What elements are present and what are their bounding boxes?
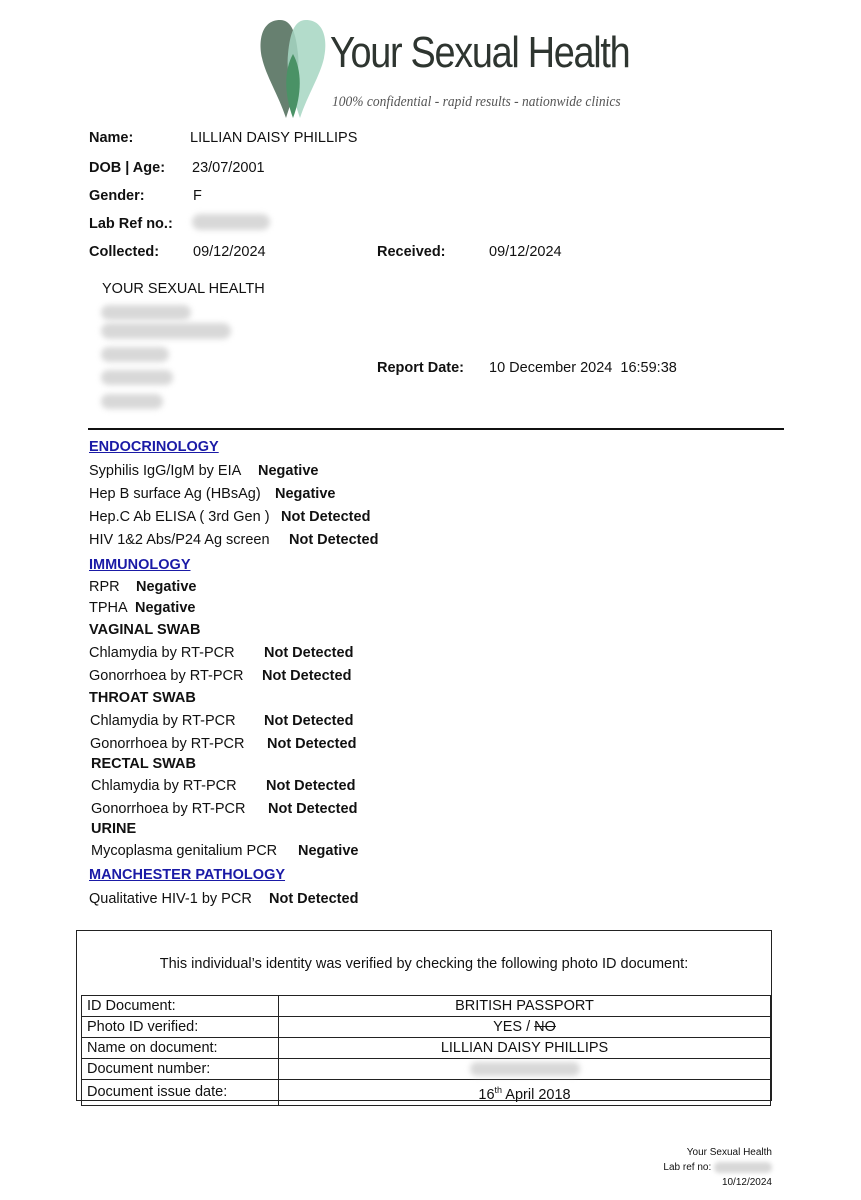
logo bbox=[256, 14, 630, 124]
test-name: Mycoplasma genitalium PCR bbox=[91, 843, 278, 859]
section-throat-swab: THROAT SWAB bbox=[89, 690, 196, 706]
redacted-address-3 bbox=[101, 347, 169, 362]
test-result: Not Detected bbox=[269, 891, 359, 907]
table-row bbox=[82, 1038, 771, 1059]
yes-text: YES / bbox=[493, 1019, 535, 1035]
redacted-address-1 bbox=[101, 305, 191, 320]
issue-date-value bbox=[279, 1080, 771, 1106]
id-verification-title: This individual’s identity was verified by checking the following photo ID document: bbox=[159, 956, 689, 972]
received-date: 09/12/2024 bbox=[489, 244, 562, 260]
patient-dob: 23/07/2001 bbox=[192, 160, 265, 176]
patient-name: LILLIAN DAISY PHILLIPS bbox=[190, 130, 358, 146]
test-name: Gonorrhoea by RT-PCR bbox=[90, 736, 245, 752]
received-label: Received: bbox=[377, 244, 446, 260]
id-verification-box bbox=[76, 930, 772, 1101]
id-table bbox=[81, 995, 771, 1106]
footer-labref-label: Lab ref no: bbox=[663, 1162, 712, 1173]
id-row-label: Name on document: bbox=[82, 1038, 279, 1059]
no-text-struck: NO bbox=[534, 1019, 556, 1035]
logo-tagline: 100% confidential - rapid results - nationwide clinics bbox=[332, 94, 621, 110]
test-result: Negative bbox=[275, 486, 336, 502]
test-name: Gonorrhoea by RT-PCR bbox=[91, 801, 246, 817]
divider bbox=[88, 428, 784, 430]
redacted-labref bbox=[192, 214, 270, 230]
test-result: Negative bbox=[136, 579, 197, 595]
clinic-name: YOUR SEXUAL HEALTH bbox=[102, 281, 265, 297]
test-name: RPR bbox=[89, 579, 120, 595]
gender-label: Gender: bbox=[89, 188, 145, 204]
patient-gender: F bbox=[193, 188, 202, 204]
document-number-value bbox=[279, 1059, 771, 1080]
section-manchester-pathology[interactable]: MANCHESTER PATHOLOGY bbox=[89, 867, 286, 883]
redacted-address-2 bbox=[101, 323, 231, 339]
footer-org: Your Sexual Health bbox=[686, 1147, 772, 1158]
table-row bbox=[82, 996, 771, 1017]
test-result: Negative bbox=[298, 843, 359, 859]
report-date-label: Report Date: bbox=[377, 360, 465, 376]
redacted-address-4 bbox=[101, 370, 173, 385]
logo-title: Your Sexual Health bbox=[330, 28, 630, 77]
section-endocrinology[interactable]: ENDOCRINOLOGY bbox=[89, 439, 219, 455]
test-name: Chlamydia by RT-PCR bbox=[90, 713, 236, 729]
section-urine: URINE bbox=[91, 821, 137, 837]
test-name: Chlamydia by RT-PCR bbox=[91, 778, 237, 794]
section-immunology[interactable]: IMMUNOLOGY bbox=[89, 557, 191, 573]
test-result: Not Detected bbox=[267, 736, 357, 752]
section-rectal-swab: RECTAL SWAB bbox=[91, 756, 196, 772]
redacted-document-number bbox=[470, 1062, 580, 1076]
id-row-label: Photo ID verified: bbox=[82, 1017, 279, 1038]
redacted-address-5 bbox=[101, 394, 163, 409]
test-result: Negative bbox=[135, 600, 196, 616]
id-row-label: ID Document: bbox=[82, 996, 279, 1017]
issue-month-year: April 2018 bbox=[502, 1086, 571, 1103]
issue-day: 16 bbox=[478, 1086, 495, 1103]
section-vaginal-swab: VAGINAL SWAB bbox=[89, 622, 201, 638]
test-result: Not Detected bbox=[264, 713, 354, 729]
test-name: Hep.C Ab ELISA ( 3rd Gen ) bbox=[89, 509, 270, 525]
test-name: Gonorrhoea by RT-PCR bbox=[89, 668, 244, 684]
test-result: Not Detected bbox=[264, 645, 354, 661]
id-row-label: Document issue date: bbox=[82, 1080, 279, 1106]
issue-day-suffix: th bbox=[494, 1085, 503, 1095]
test-result: Not Detected bbox=[262, 668, 352, 684]
id-document-value: BRITISH PASSPORT bbox=[279, 996, 771, 1017]
footer-labref bbox=[663, 1160, 772, 1175]
redacted-footer-labref bbox=[714, 1162, 772, 1173]
test-result: Not Detected bbox=[281, 509, 371, 525]
test-name: Qualitative HIV-1 by PCR bbox=[89, 891, 252, 907]
name-label: Name: bbox=[89, 130, 134, 146]
test-name: HIV 1&2 Abs/P24 Ag screen bbox=[89, 532, 270, 548]
table-row bbox=[82, 1080, 771, 1106]
collected-date: 09/12/2024 bbox=[193, 244, 266, 260]
test-result: Not Detected bbox=[266, 778, 356, 794]
labref-label: Lab Ref no.: bbox=[89, 216, 173, 232]
heart-logo-icon bbox=[256, 14, 328, 124]
test-result: Negative bbox=[258, 463, 319, 479]
name-on-document-value: LILLIAN DAISY PHILLIPS bbox=[279, 1038, 771, 1059]
footer-date: 10/12/2024 bbox=[721, 1177, 772, 1188]
photo-verified-value bbox=[279, 1017, 771, 1038]
test-name: TPHA bbox=[89, 600, 128, 616]
footer bbox=[663, 1145, 772, 1190]
test-name: Chlamydia by RT-PCR bbox=[89, 645, 235, 661]
id-row-label: Document number: bbox=[82, 1059, 279, 1080]
test-name: Syphilis IgG/IgM by EIA bbox=[89, 463, 242, 479]
test-result: Not Detected bbox=[289, 532, 379, 548]
test-name: Hep B surface Ag (HBsAg) bbox=[89, 486, 261, 502]
test-result: Not Detected bbox=[268, 801, 358, 817]
dob-label: DOB | Age: bbox=[89, 160, 166, 176]
table-row bbox=[82, 1017, 771, 1038]
table-row bbox=[82, 1059, 771, 1080]
report-date: 10 December 2024 16:59:38 bbox=[489, 360, 677, 376]
collected-label: Collected: bbox=[89, 244, 160, 260]
